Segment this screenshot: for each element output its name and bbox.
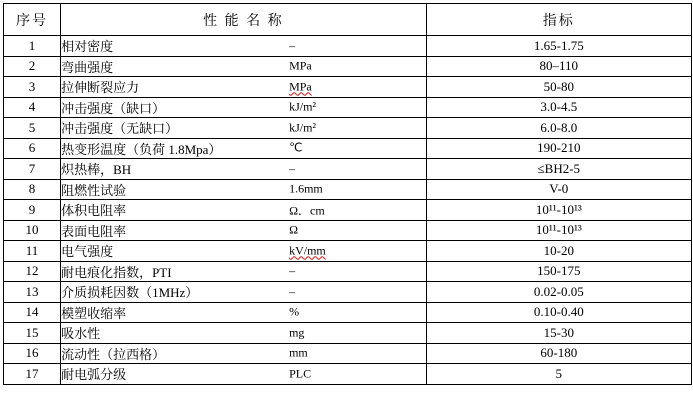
cell-index-value: 10¹¹-10¹³ (426, 200, 691, 221)
table-body (4, 36, 692, 385)
property-name-text: 模塑收缩率 (61, 305, 127, 321)
cell-index-value: 50-80 (426, 77, 691, 98)
cell-row-number: 2 (4, 56, 61, 77)
cell-index-value: V-0 (426, 179, 691, 200)
cell-index-value: 60-180 (426, 343, 691, 364)
property-name-text: 体积电阻率 (61, 203, 127, 219)
property-name-text: 炽热棒，BH (61, 162, 132, 178)
cell-index-value: ≤BH2-5 (426, 159, 691, 180)
cell-property-name (61, 56, 427, 77)
cell-row-number: 4 (4, 97, 61, 118)
property-unit-text: Ω．cm (289, 203, 325, 218)
cell-property-name (61, 159, 427, 180)
property-name-text: 相对密度 (61, 39, 114, 55)
cell-property-name (61, 77, 427, 98)
property-unit-text: MPa (289, 79, 312, 94)
cell-property-name (61, 200, 427, 221)
table-header (4, 4, 692, 36)
table-row (4, 364, 692, 385)
cell-row-number: 9 (4, 200, 61, 221)
cell-row-number: 15 (4, 323, 61, 344)
cell-property-name (61, 241, 427, 262)
table-row (4, 179, 692, 200)
cell-row-number: 11 (4, 241, 61, 262)
property-name-text: 耐电弧分级 (61, 367, 127, 383)
table-row (4, 241, 692, 262)
table-row (4, 302, 692, 323)
cell-row-number: 6 (4, 138, 61, 159)
property-name-text: 表面电阻率 (61, 223, 127, 239)
cell-index-value: 1.65-1.75 (426, 36, 691, 57)
property-unit-text: kJ/m² (289, 99, 317, 114)
header-row (4, 4, 692, 36)
table-row (4, 77, 692, 98)
cell-index-value: 3.0-4.5 (426, 97, 691, 118)
table-row (4, 323, 692, 344)
property-name-text: 电气强度 (61, 244, 114, 260)
cell-property-name (61, 323, 427, 344)
cell-index-value: 10¹¹-10¹³ (426, 220, 691, 241)
column-header-no: 序号 (4, 4, 61, 36)
property-name-text: 流动性（拉西格） (61, 346, 166, 362)
table-row (4, 159, 692, 180)
property-unit-text: Ω (289, 222, 298, 237)
property-name-text: 弯曲强度 (61, 59, 114, 75)
cell-property-name (61, 118, 427, 139)
table-row (4, 220, 692, 241)
cell-property-name (61, 220, 427, 241)
property-name-text: 阻燃性试验 (61, 182, 127, 198)
property-unit-text: kV/mm (289, 243, 326, 258)
cell-property-name (61, 343, 427, 364)
cell-property-name (61, 302, 427, 323)
property-unit-text: % (289, 304, 300, 319)
cell-row-number: 16 (4, 343, 61, 364)
cell-index-value: 15-30 (426, 323, 691, 344)
cell-row-number: 5 (4, 118, 61, 139)
cell-row-number: 7 (4, 159, 61, 180)
property-unit-text: MPa (289, 58, 312, 73)
property-unit-text: PLC (289, 366, 312, 381)
property-unit-text: kJ/m² (289, 120, 317, 135)
cell-property-name (61, 282, 427, 303)
cell-index-value: 0.10-0.40 (426, 302, 691, 323)
property-name-text: 吸水性 (61, 326, 101, 342)
table-row (4, 200, 692, 221)
property-name-text: 耐电痕化指数，PTI (61, 264, 172, 280)
property-unit-text: ℃ (289, 140, 303, 155)
cell-index-value: 6.0-8.0 (426, 118, 691, 139)
cell-property-name (61, 179, 427, 200)
cell-index-value: 190-210 (426, 138, 691, 159)
table-row (4, 97, 692, 118)
cell-property-name (61, 36, 427, 57)
cell-property-name (61, 138, 427, 159)
cell-row-number: 1 (4, 36, 61, 57)
column-header-name: 性 能 名 称 (61, 4, 427, 36)
property-name-text: 冲击强度（无缺口） (61, 121, 179, 137)
cell-index-value: 5 (426, 364, 691, 385)
cell-index-value: 0.02-0.05 (426, 282, 691, 303)
table-row (4, 36, 692, 57)
cell-row-number: 13 (4, 282, 61, 303)
property-unit-text: mm (289, 345, 308, 360)
property-name-text: 拉伸断裂应力 (61, 80, 140, 96)
property-unit-text: – (289, 38, 296, 53)
property-unit-text: 1.6mm (289, 181, 323, 196)
table-row (4, 138, 692, 159)
cell-index-value: 150-175 (426, 261, 691, 282)
column-header-index: 指标 (426, 4, 691, 36)
property-unit-text: – (289, 263, 296, 278)
table-row (4, 56, 692, 77)
cell-row-number: 14 (4, 302, 61, 323)
table-row (4, 261, 692, 282)
property-unit-text: mg (289, 325, 305, 340)
cell-index-value: 80–110 (426, 56, 691, 77)
table-row (4, 343, 692, 364)
property-unit-text: – (289, 284, 296, 299)
cell-index-value: 10-20 (426, 241, 691, 262)
cell-row-number: 8 (4, 179, 61, 200)
table-row (4, 118, 692, 139)
property-name-text: 介质损耗因数（1MHz） (61, 285, 199, 301)
cell-row-number: 10 (4, 220, 61, 241)
cell-row-number: 12 (4, 261, 61, 282)
property-name-text: 冲击强度（缺口） (61, 100, 166, 116)
cell-property-name (61, 261, 427, 282)
specification-table (3, 3, 692, 385)
property-name-text: 热变形温度（负荷 1.8Mpa） (61, 141, 222, 157)
table-row (4, 282, 692, 303)
cell-row-number: 3 (4, 77, 61, 98)
cell-row-number: 17 (4, 364, 61, 385)
cell-property-name (61, 97, 427, 118)
cell-property-name (61, 364, 427, 385)
property-unit-text: – (289, 161, 296, 176)
